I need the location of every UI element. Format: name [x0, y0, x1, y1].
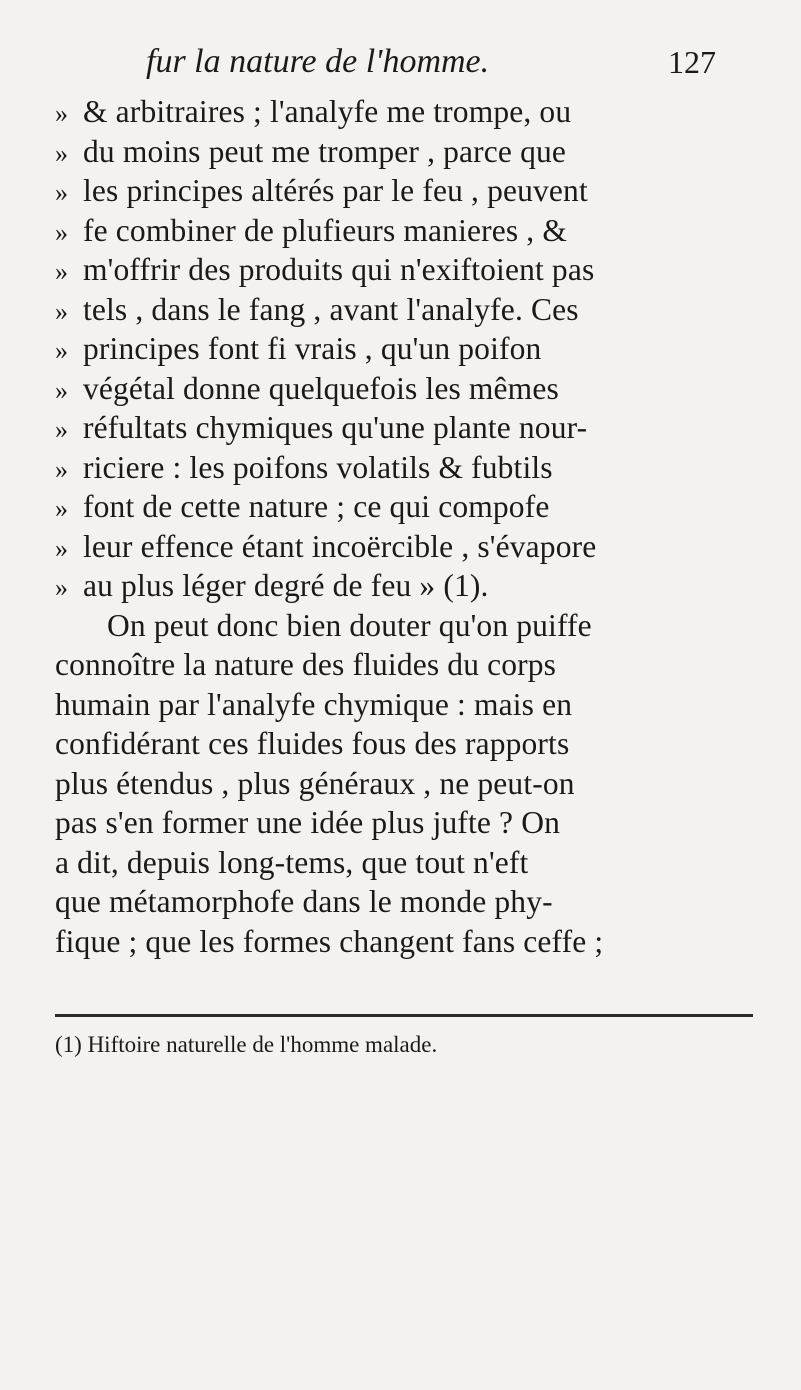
text-line: [55, 171, 755, 211]
line-text: du moins peut me tromper , parce que: [83, 133, 567, 169]
quote-mark: »: [55, 296, 69, 326]
line-text: fe combiner de plufieurs manieres , &: [83, 212, 568, 248]
line-text: au plus léger degré de feu » (1).: [83, 568, 489, 603]
quote-mark: »: [55, 217, 69, 247]
quote-mark: »: [55, 415, 69, 444]
quote-mark: »: [55, 494, 69, 523]
text-line: pas s'en former une idée plus jufte ? On: [55, 805, 561, 840]
page-number: 127: [668, 44, 716, 80]
quote-mark: »: [55, 533, 69, 563]
text-line: [55, 290, 755, 330]
line-text: riciere : les poifons volatils & fubtils: [83, 449, 553, 485]
text-line: [55, 448, 755, 488]
footnote-rule: [55, 1014, 753, 1017]
running-head: [146, 40, 716, 84]
text-line: humain par l'analyfe chymique : mais en: [55, 686, 573, 722]
text-line: [55, 132, 755, 172]
text-line: que métamorphofe dans le monde phy-: [55, 884, 553, 919]
text-line: [55, 527, 755, 567]
line-text: & arbitraires ; l'analyfe me trompe, ou: [83, 94, 572, 129]
quote-mark: »: [55, 336, 69, 365]
text-line: connoître la nature des fluides du corps: [55, 647, 557, 682]
quote-mark: »: [55, 138, 69, 168]
line-text: végétal donne quelquefois les mêmes: [83, 370, 559, 406]
text-line: a dit, depuis long-tems, que tout n'eft: [55, 844, 529, 880]
line-text: les principes altérés par le feu , peuvent: [83, 173, 588, 208]
text-line: [55, 211, 755, 251]
footnote: (1) Hiftoire naturelle de l'homme malade.: [55, 1032, 438, 1057]
text-line: confidérant ces fluides fous des rapports: [55, 726, 570, 761]
text-line: [55, 329, 755, 369]
quote-mark: »: [55, 257, 69, 286]
line-text: réfultats chymiques qu'une plante nour-: [83, 410, 588, 445]
text-line: [55, 369, 755, 409]
text-line: [55, 250, 755, 290]
line-text: leur effence étant incoërcible , s'évapore: [83, 528, 597, 564]
text-line: [55, 487, 755, 527]
text-line: fique ; que les formes changent fans ceffe ;: [55, 923, 604, 959]
quote-mark: »: [55, 573, 69, 602]
body-text: [55, 92, 755, 961]
text-line: plus étendus , plus généraux , ne peut-on: [55, 765, 575, 801]
quote-mark: »: [55, 454, 69, 484]
quote-mark: »: [55, 99, 69, 128]
line-text: tels , dans le fang , avant l'analyfe. Ces: [83, 291, 579, 327]
text-line: [55, 566, 755, 606]
line-text: font de cette nature ; ce qui compofe: [83, 489, 550, 524]
text-line: [55, 408, 755, 448]
running-title: fur la nature de l'homme.: [146, 43, 490, 80]
text-line: [55, 92, 755, 132]
paragraph-first-line: On peut donc bien douter qu'on puiffe: [107, 607, 592, 643]
line-text: principes font fi vrais , qu'un poifon: [83, 331, 542, 366]
line-text: m'offrir des produits qui n'exiftoient pas: [83, 252, 595, 287]
quote-mark: »: [55, 178, 69, 207]
quote-mark: »: [55, 375, 69, 405]
